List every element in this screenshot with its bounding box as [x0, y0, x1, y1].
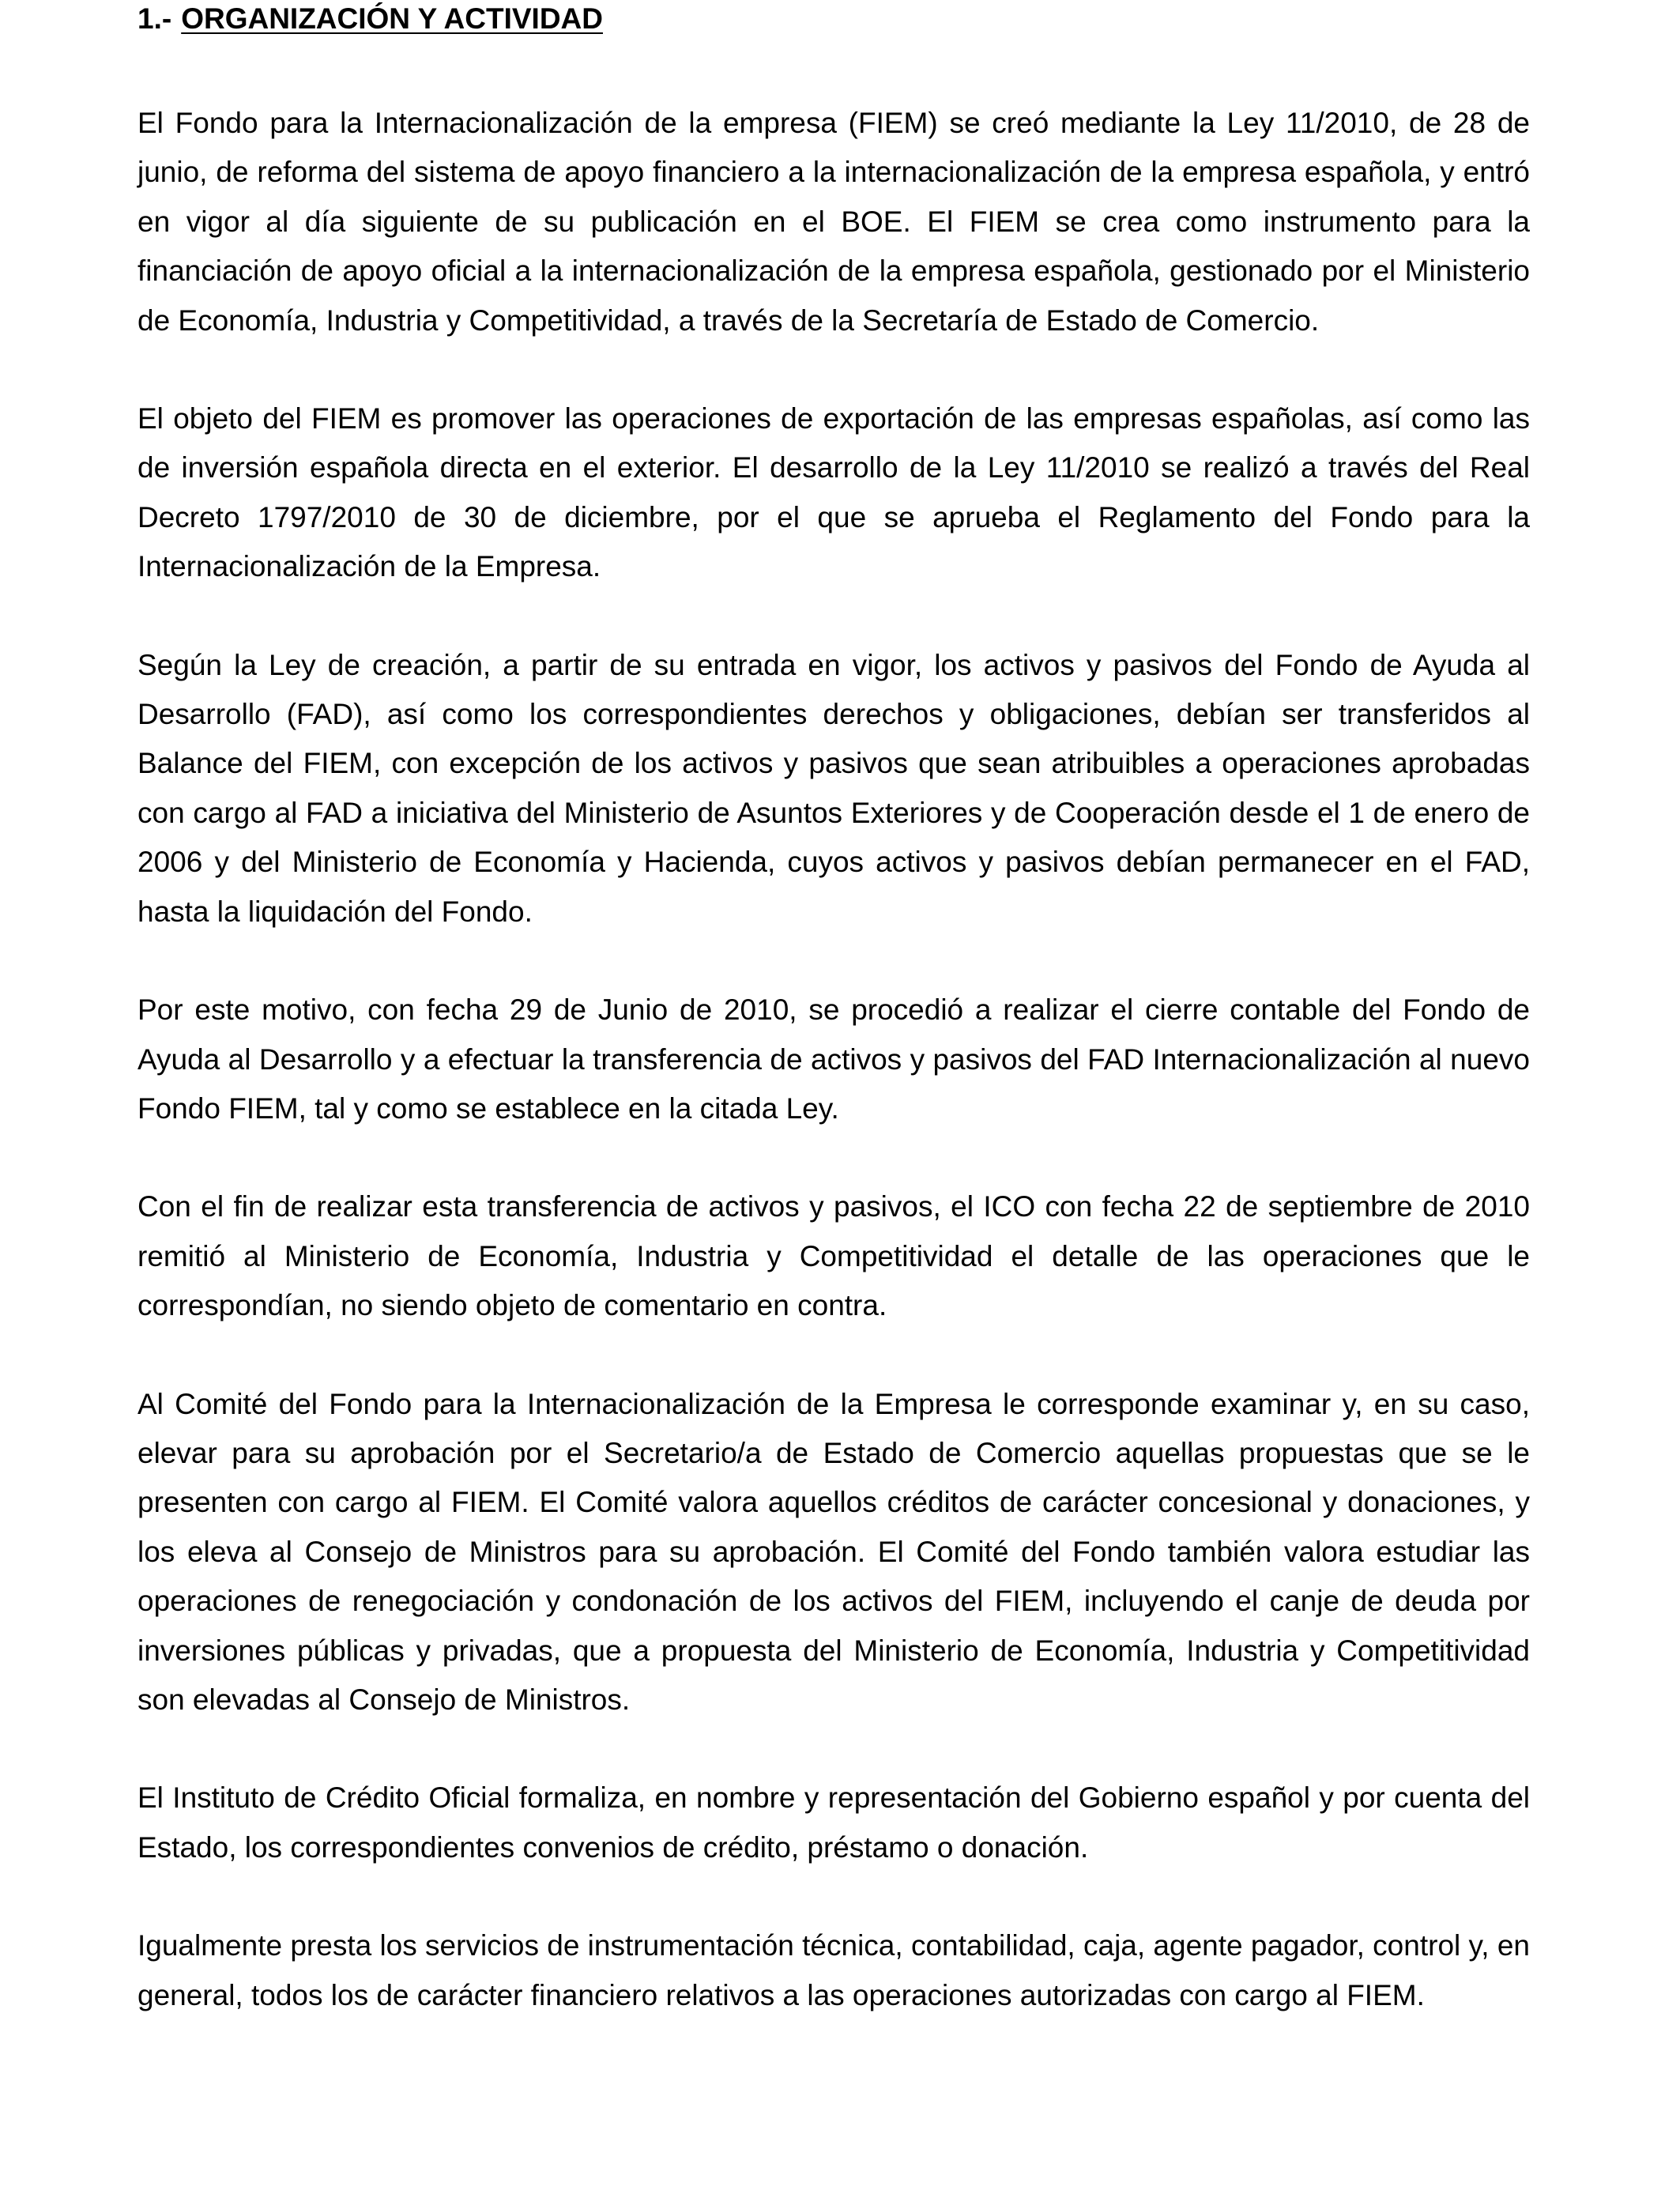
document-body: [137, 0, 1530, 2020]
section-title: ORGANIZACIÓN Y ACTIVIDAD: [181, 2, 603, 35]
paragraph-ico-formalization: El Instituto de Crédito Oficial formaliza, en nombre y representación del Gobierno español y por cuenta del Estado, los correspondientes convenios de crédito, préstamo o donación.: [137, 1781, 1530, 1864]
paragraph-fad-closing: Por este motivo, con fecha 29 de Junio de 2010, se procedió a realizar el cierre contable del Fondo de Ayuda al Desarrollo y a efectuar la transferencia de activos y pasivos del FAD Internacionalización al nuevo Fondo FIEM, tal y como se establece en la citada Ley.: [137, 993, 1530, 1125]
section-heading: [137, 0, 1530, 37]
paragraph-ico-services: Igualmente presta los servicios de instrumentación técnica, contabilidad, caja, agente pagador, control y, en general, todos los de carácter financiero relativos a las operaciones autorizadas con cargo al FIEM.: [137, 1929, 1530, 2011]
paragraph-fiem-purpose: El objeto del FIEM es promover las operaciones de exportación de las empresas españolas, así como las de inversión española directa en el exterior. El desarrollo de la Ley 11/2010 se realizó a través del Real Decreto 1797/2010 de 30 de diciembre, por el que se aprueba el Reglamento del Fondo para la Internacionalización de la Empresa.: [137, 402, 1530, 583]
paragraph-committee: Al Comité del Fondo para la Internacionalización de la Empresa le corresponde examinar y, en su caso, elevar para su aprobación por el Secretario/a de Estado de Comercio aquellas propuestas que se le presenten con cargo al FIEM. El Comité valora aquellos créditos de carácter concesional y donaciones, y los eleva al Consejo de Ministros para su aprobación. El Comité del Fondo también valora estudiar las operaciones de renegociación y condonación de los activos del FIEM, incluyendo el canje de deuda por inversiones públicas y privadas, que a propuesta del Ministerio de Economía, Industria y Competitividad son elevadas al Consejo de Ministros.: [137, 1387, 1530, 1716]
paragraph-fad-transfer-law: Según la Ley de creación, a partir de su entrada en vigor, los activos y pasivos del Fondo de Ayuda al Desarrollo (FAD), así como los correspondientes derechos y obligaciones, debían ser transferidos al Balance del FIEM, con excepción de los activos y pasivos que sean atribuibles a operaciones aprobadas con cargo al FAD a iniciativa del Ministerio de Asuntos Exteriores y de Cooperación desde el 1 de enero de 2006 y del Ministerio de Economía y Hacienda, cuyos activos y pasivos debían permanecer en el FAD, hasta la liquidación del Fondo.: [137, 648, 1530, 928]
section-number: 1.-: [137, 2, 172, 35]
paragraph-fiem-creation: El Fondo para la Internacionalización de la empresa (FIEM) se creó mediante la Ley 11/2010, de 28 de junio, de reforma del sistema de apoyo financiero a la internacionalización de la empresa española, y entró en vigor al día siguiente de su publicación en el BOE. El FIEM se crea como instrumento para la financiación de apoyo oficial a la internacionalización de la empresa española, gestionado por el Ministerio de Economía, Industria y Competitividad, a través de la Secretaría de Estado de Comercio.: [137, 107, 1530, 337]
paragraph-ico-transfer: Con el fin de realizar esta transferencia de activos y pasivos, el ICO con fecha 22 de septiembre de 2010 remitió al Ministerio de Economía, Industria y Competitividad el detalle de las operaciones que le correspondían, no siendo objeto de comentario en contra.: [137, 1190, 1530, 1322]
